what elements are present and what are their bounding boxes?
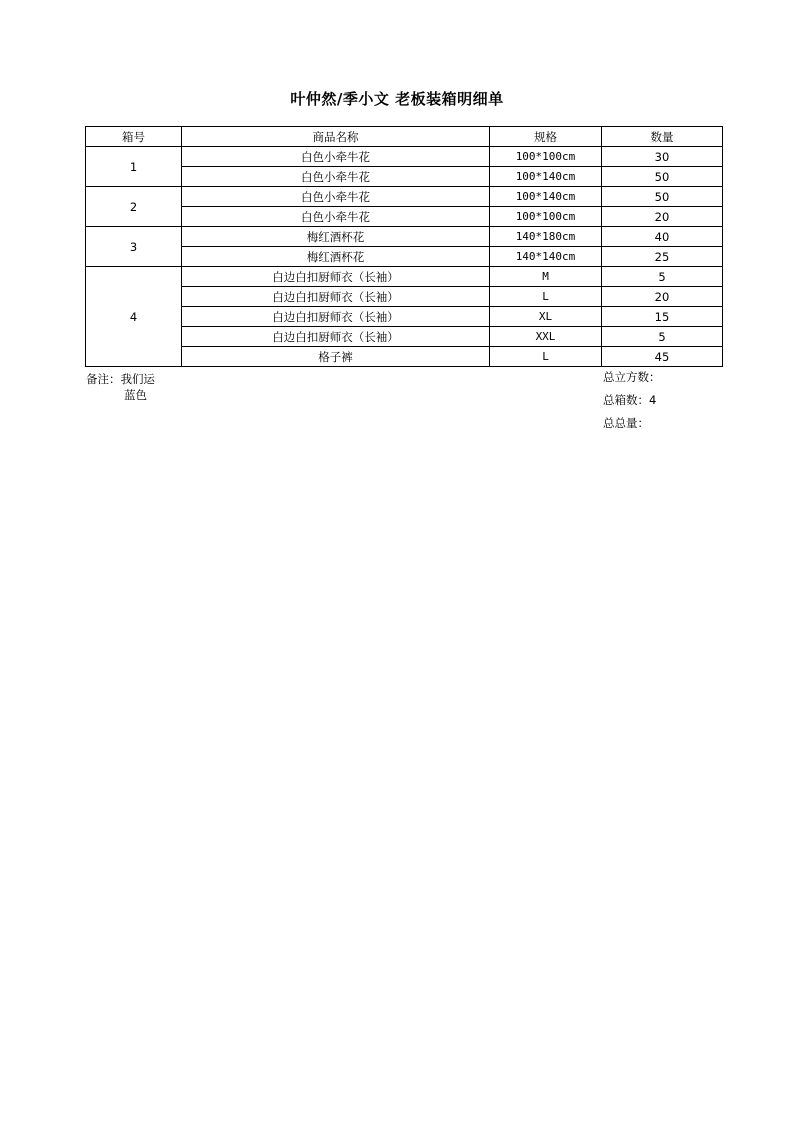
remark	[86, 371, 155, 403]
table-row	[86, 307, 723, 327]
table-row	[86, 187, 723, 207]
table-row	[86, 147, 723, 167]
quantity-cell: 50	[602, 187, 723, 207]
product-name-cell: 白色小牵牛花	[182, 207, 490, 227]
product-name-cell: 白边白扣厨师衣（长袖）	[182, 267, 490, 287]
spec-cell: XXL	[490, 327, 602, 347]
header-spec: 规格	[490, 127, 602, 147]
spec-cell: 140*140cm	[490, 247, 602, 267]
total-volume: 总立方数：	[603, 370, 661, 384]
quantity-cell: 25	[602, 247, 723, 267]
document-title: 叶仲然/季小文 老板装箱明细单	[290, 90, 504, 108]
product-name-cell: 白色小牵牛花	[182, 147, 490, 167]
table-row	[86, 267, 723, 287]
quantity-cell: 5	[602, 267, 723, 287]
table-row	[86, 227, 723, 247]
spec-cell: L	[490, 287, 602, 307]
product-name-cell: 白色小牵牛花	[182, 167, 490, 187]
table-body	[86, 147, 723, 367]
header-row	[86, 127, 723, 147]
header-box-no: 箱号	[86, 127, 182, 147]
quantity-cell: 50	[602, 167, 723, 187]
packing-list-table	[85, 126, 723, 367]
box-number-cell: 1	[86, 147, 182, 187]
total-boxes: 总箱数：4	[603, 393, 657, 407]
quantity-cell: 30	[602, 147, 723, 167]
product-name-cell: 白边白扣厨师衣（长袖）	[182, 287, 490, 307]
table-row	[86, 207, 723, 227]
table-row	[86, 287, 723, 307]
table-row	[86, 347, 723, 367]
remark-label: 备注：	[86, 372, 121, 386]
box-number-cell: 4	[86, 267, 182, 367]
table-row	[86, 167, 723, 187]
total-quantity: 总总量：	[603, 416, 649, 430]
header-product-name: 商品名称	[182, 127, 490, 147]
header-quantity: 数量	[602, 127, 723, 147]
quantity-cell: 45	[602, 347, 723, 367]
spec-cell: XL	[490, 307, 602, 327]
product-name-cell: 梅红酒杯花	[182, 247, 490, 267]
product-name-cell: 白边白扣厨师衣（长袖）	[182, 327, 490, 347]
spec-cell: L	[490, 347, 602, 367]
product-name-cell: 梅红酒杯花	[182, 227, 490, 247]
summary-block	[603, 369, 661, 438]
spec-cell: 100*140cm	[490, 167, 602, 187]
spec-cell: 100*100cm	[490, 147, 602, 167]
table-row	[86, 247, 723, 267]
box-number-cell: 3	[86, 227, 182, 267]
quantity-cell: 20	[602, 287, 723, 307]
product-name-cell: 白色小牵牛花	[182, 187, 490, 207]
remark-line-2: 蓝色	[124, 388, 147, 402]
quantity-cell: 15	[602, 307, 723, 327]
product-name-cell: 白边白扣厨师衣（长袖）	[182, 307, 490, 327]
product-name-cell: 格子裤	[182, 347, 490, 367]
spec-cell: M	[490, 267, 602, 287]
quantity-cell: 40	[602, 227, 723, 247]
remark-line-1: 我们运	[120, 372, 155, 386]
box-number-cell: 2	[86, 187, 182, 227]
spec-cell: 100*100cm	[490, 207, 602, 227]
table-header	[86, 127, 723, 147]
quantity-cell: 20	[602, 207, 723, 227]
spec-cell: 100*140cm	[490, 187, 602, 207]
quantity-cell: 5	[602, 327, 723, 347]
spec-cell: 140*180cm	[490, 227, 602, 247]
table-row	[86, 327, 723, 347]
